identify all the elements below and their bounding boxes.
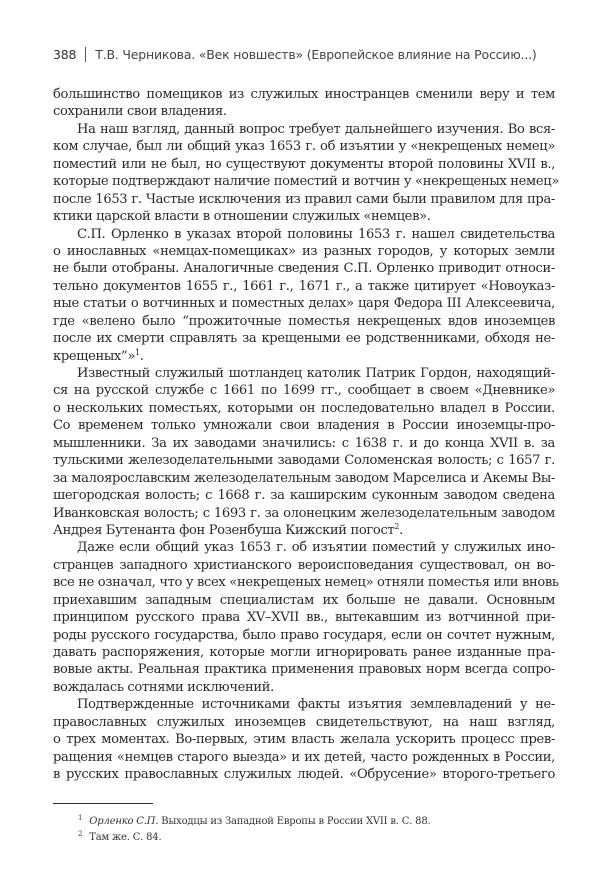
text-line	[53, 278, 555, 295]
text-line	[53, 208, 555, 225]
text-line	[53, 470, 555, 487]
line-text: православных служилых иноземцев свидетельствуют, на наш взгляд,	[53, 714, 555, 730]
text-line	[53, 452, 555, 469]
text-line	[53, 539, 555, 556]
footnote-author: Орленко С.П.	[89, 816, 159, 827]
line-end-punctuation: .	[399, 522, 403, 538]
text-line	[53, 661, 555, 678]
text-line	[53, 330, 555, 347]
line-text: Подтвержденные источниками факты изъятия землевладений у не-	[77, 697, 555, 713]
text-line	[53, 766, 555, 783]
line-text: не были отобраны. Аналогичные сведения С.П. Орленко приводит относи-	[53, 261, 555, 277]
line-text: На наш взгляд, данный вопрос требует дальнейшего изучения. Во вся-	[77, 121, 555, 137]
line-text: за малоярославским железоделательным заводом Марселиса и Акемы Вы-	[53, 470, 555, 486]
text-line	[53, 138, 555, 155]
line-text: о инославных «немцах-помещиках» из разных городов, у которых земли	[53, 243, 555, 259]
header-divider	[85, 47, 86, 62]
text-line	[53, 382, 555, 399]
text-line	[53, 417, 555, 434]
text-line	[53, 156, 555, 173]
line-text: крещеных”»	[53, 348, 135, 364]
text-line	[53, 191, 555, 208]
paragraph	[53, 86, 555, 121]
line-text: ные статьи о вотчинных и поместных делах» царя Федора III Алексеевича,	[53, 296, 555, 312]
line-text: ком случае, был ли общий указ 1653 г. об изъятии у «некрещеных немец»	[53, 139, 555, 155]
line-text: в русских православных служилых людей. «Обрусение» второго-третьего	[53, 767, 555, 783]
text-line	[53, 627, 555, 644]
paragraph	[53, 226, 555, 366]
line-end-punctuation: .	[139, 348, 144, 364]
line-text: приехавшим западным специалистам их больше не давали. Основным	[53, 592, 555, 608]
line-text: С.П. Орленко в указах второй половины 1653 г. нашел свидетельства	[77, 226, 555, 242]
text-line	[53, 121, 555, 138]
text-line	[53, 103, 555, 120]
footnote-number: 1	[78, 814, 83, 822]
line-text: о трех моментах. Во-первых, этим власть желала ускорить процесс прев-	[53, 732, 555, 748]
footnote-reference[interactable]: 2	[394, 521, 400, 531]
line-text: о нескольких поместьях, которыми он последовательно владел в России.	[53, 400, 555, 416]
line-text: ся на русской службе с 1661 по 1699 гг., сообщает в своем «Дневнике»	[53, 383, 555, 399]
line-text: вождалась сотнями исключений.	[53, 679, 274, 695]
text-line	[53, 487, 555, 504]
text-line	[53, 574, 559, 591]
text-line	[53, 226, 555, 243]
footnote-text: Выходцы из Западной Европы в России XVII в. С. 88.	[158, 816, 431, 827]
main-text	[53, 86, 559, 784]
line-text: Со временем только умножали свои владения в России иноземцы-про-	[53, 418, 555, 434]
text-line	[53, 731, 555, 748]
line-text: поместий или не был, но существуют документы второй половины XVII в.,	[53, 156, 555, 172]
line-text: Даже если общий указ 1653 г. об изъятии поместий у служилых ино-	[77, 540, 555, 556]
line-text: все не означал, что у всех «некрещеных немец» отняли поместья или вновь	[53, 575, 559, 591]
line-text: которые подтверждают наличие поместий и вотчин у «некрещеных немец»	[53, 174, 559, 190]
text-line	[53, 86, 555, 103]
text-line	[53, 173, 559, 190]
running-title: Т.В. Черникова. «Век новшеств» (Европейское влияние на Россию...)	[95, 47, 537, 62]
text-line	[53, 679, 555, 696]
text-line	[53, 592, 555, 609]
text-line	[53, 505, 555, 522]
text-line	[53, 696, 555, 713]
paragraph	[53, 121, 559, 226]
footnote-text: Там же. С. 84.	[89, 832, 162, 843]
text-line	[53, 609, 555, 626]
text-line	[53, 557, 555, 574]
paragraph	[53, 365, 555, 539]
running-header	[53, 47, 537, 62]
line-text: принципом русского права XV–XVII вв., вытекавшим из вотчинной при-	[53, 610, 555, 626]
line-text: мышленники. За их заводами значились: с 1638 г. и до конца XVII в. за	[53, 435, 555, 451]
paragraph	[53, 696, 555, 783]
text-line	[53, 400, 555, 417]
text-line	[53, 435, 555, 452]
line-text: после их смерти справлять за крещеными ее родственниками, обходя не-	[53, 331, 555, 347]
line-text: Андрея Бутенанта фон Розенбуша Кижский погост	[53, 522, 395, 538]
text-line	[53, 522, 555, 539]
text-line	[53, 260, 555, 277]
text-line	[53, 714, 555, 731]
line-text: сохранили свои владения.	[53, 104, 227, 120]
line-text: где «велено было “прожиточные поместья некрещеных вдов иноземцев	[53, 313, 555, 329]
line-text: Известный служилый шотландец католик Патрик Гордон, находящий-	[77, 366, 555, 381]
line-text: тульскими железоделательными заводами Соломенская волость; с 1657 г.	[53, 453, 555, 469]
text-line	[53, 348, 555, 365]
line-text: большинство помещиков из служилых иностранцев сменили веру и тем	[53, 87, 555, 102]
text-line	[53, 313, 555, 330]
line-text: после 1653 г. Частые исключения из правил сами были правилом для пра-	[53, 191, 555, 207]
footnote-1	[78, 814, 430, 827]
text-line	[53, 365, 555, 382]
line-text: ращения «немцев старого выезда» и их детей, часто рожденных в России,	[53, 749, 555, 765]
line-text: роды русского государства, было право государя, если он сочтет нужным,	[53, 627, 555, 643]
line-text: давать распоряжения, которые могли игнорировать ранее изданные пра-	[53, 645, 555, 660]
line-text: вовые акты. Реальная практика применения правовых норм всегда сопро-	[53, 662, 555, 678]
footnote-rule	[53, 803, 153, 804]
footnote-reference[interactable]: 1	[134, 347, 140, 357]
text-line	[53, 749, 555, 766]
line-text: ктики царской власти в отношении служилых «немцев».	[53, 209, 431, 225]
paragraph	[53, 539, 559, 696]
line-text: шегородская волость; с 1668 г. за каширским суконным заводом сведена	[53, 488, 555, 504]
page-number: 388	[53, 47, 77, 62]
line-text: Иванковская волость; с 1693 г. за олонецким железоделательным заводом	[53, 505, 555, 521]
footnote-2	[78, 830, 161, 843]
text-line	[53, 243, 555, 260]
footnote-number: 2	[78, 830, 83, 838]
line-text: странцев западного христианского вероисповедания существовал, он во-	[53, 557, 555, 573]
line-text: тельно документов 1655 г., 1661 г., 1671 г., а также цитирует «Новоуказ-	[53, 278, 555, 294]
text-line	[53, 644, 555, 661]
text-line	[53, 295, 555, 312]
